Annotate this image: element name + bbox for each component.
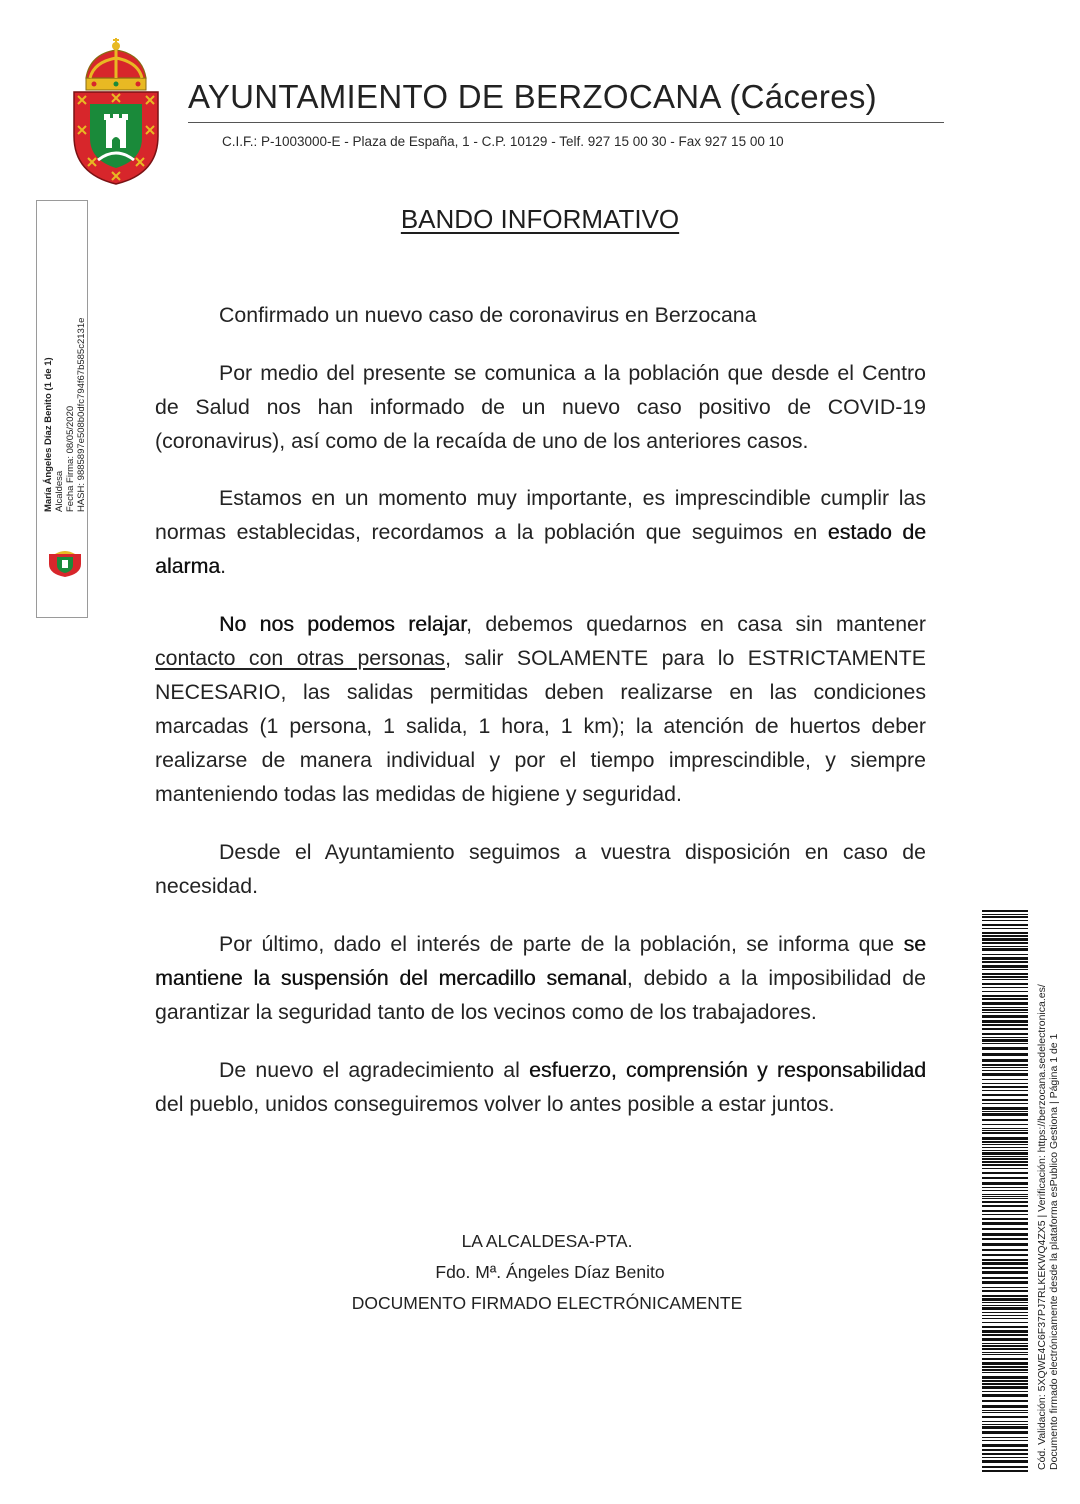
paragraph-4-underlined: contacto con otras personas [155,646,446,670]
barcode-bar [982,1267,1028,1269]
barcode-bar [982,1453,1028,1455]
barcode-bar [982,910,1028,912]
barcode-bar [982,1024,1028,1026]
barcode-bar [982,1437,1028,1438]
barcode-bar [982,938,1028,941]
barcode-bar [982,954,1028,955]
barcode-bar [982,1391,1028,1392]
barcode-bar [982,1277,1028,1279]
barcode-bar [982,1079,1028,1080]
barcode-bar [982,957,1028,960]
barcode-bar [982,1410,1028,1411]
barcode-bar [982,1187,1028,1188]
barcode-bar [982,1103,1028,1104]
signature-name: Fdo. Mª. Ángeles Díaz Benito [435,1262,665,1282]
barcode-bar [982,1094,1028,1096]
barcode-bar [982,1352,1028,1353]
barcode-bar [982,1228,1028,1230]
barcode-bar [982,1172,1028,1174]
header-divider [188,122,944,123]
barcode-bar [982,1302,1028,1303]
barcode-bar [982,1218,1028,1220]
barcode-bar [982,1412,1028,1413]
barcode-bar [982,1119,1028,1121]
barcode-bar [982,1400,1028,1402]
barcode-bar [982,1198,1028,1199]
barcode-bar [982,1259,1028,1261]
barcode-bar [982,1254,1028,1256]
barcode-bar [982,1007,1028,1008]
barcode-bar [982,1440,1028,1441]
barcode-bar [982,1366,1028,1368]
barcode-bar [982,961,1028,963]
barcode-bar [982,1470,1028,1472]
barcode-bar [982,979,1028,980]
barcode-bar [982,1358,1028,1360]
stamp-crest-icon [45,548,85,578]
barcode-bar [982,1334,1028,1336]
barcode-bar [982,928,1028,929]
stamp-signer: María Ángeles Díaz Benito (1 de 1) [43,357,54,512]
barcode-bar [982,1113,1028,1116]
barcode-bar [982,920,1028,921]
barcode-bar [982,1152,1028,1155]
barcode-bar [982,1416,1028,1418]
barcode-bar [982,1009,1028,1011]
barcode-bar [982,1343,1028,1344]
barcode-bar [982,1210,1028,1212]
barcode-bar [982,1015,1028,1018]
barcode-bar [982,1141,1028,1143]
barcode-bar [982,1064,1028,1066]
barcode-bar [982,935,1028,937]
barcode-bar [982,1128,1028,1129]
barcode-bar [982,1028,1028,1030]
barcode-bar [982,1383,1028,1385]
paragraph-1: Confirmado un nuevo caso de coronavirus en Berzocana [219,303,757,327]
paragraph-6-text: Por último, dado el interés de parte de la población, se informa que [219,932,904,956]
stamp-date: Fecha Firma: 08/05/2020 [65,405,76,512]
barcode-bar [982,1249,1028,1251]
barcode-bar [982,1307,1028,1310]
barcode-bar [982,976,1028,978]
barcode-bar [982,1421,1028,1422]
barcode-bar [982,1194,1028,1195]
barcode-bar [982,1315,1028,1316]
barcode-bar [982,1330,1028,1333]
barcode-bar [982,1205,1028,1207]
barcode-bar [982,1457,1028,1458]
barcode-bar [982,1130,1028,1131]
barcode-bar [982,1298,1028,1301]
barcode-bar [982,1426,1028,1429]
barcode-bar [982,1318,1028,1319]
paragraph-4-emphasis: No nos podemos relajar [219,612,467,636]
barcode-bar [982,1233,1028,1236]
barcode-bar [982,1039,1028,1042]
barcode-bar [982,1033,1028,1035]
paragraph-7-text: De nuevo el agradecimiento al [219,1058,530,1082]
barcode-bar [982,1322,1028,1323]
barcode-bar [982,1150,1028,1151]
paragraph-3-emphasis: estado de alarma [155,520,926,578]
stamp-hash: HASH: 9885897e508b0dfc794f67b585c2131e [76,317,87,512]
barcode-bar [982,1196,1028,1197]
barcode-bar [982,1090,1028,1091]
barcode-bar [982,1386,1028,1389]
barcode-bar [982,1107,1028,1110]
document-title [0,204,1080,235]
barcode-bar [982,1424,1028,1425]
signature-title: LA ALCALDESA-PTA. [461,1231,633,1251]
barcode-bar [982,1271,1028,1274]
barcode-bar [982,1047,1028,1050]
barcode-bar [982,1222,1028,1225]
barcode-bar [982,932,1028,934]
barcode-bar [982,1182,1028,1185]
contact-info: C.I.F.: P-1003000-E - Plaza de España, 1 - C.P. 10129 - Telf. 927 15 00 30 - Fax 927 15 00 10 [222,134,784,149]
barcode-bar [982,1345,1028,1347]
barcode-bar [982,1043,1028,1044]
barcode-bar [982,1073,1028,1076]
barcode-bar [982,1002,1028,1005]
barcode-bar [982,1290,1028,1292]
paragraph-6 [155,927,926,1029]
stamp-role: Alcaldesa [54,470,65,512]
barcode-bar [982,1372,1028,1373]
paragraph-4 [155,607,926,811]
barcode-bar [982,1070,1028,1071]
barcode-bar [982,916,1028,918]
paragraph-7 [155,1053,926,1121]
barcode-bar [982,942,1028,944]
barcode-bar [982,1124,1028,1125]
barcode-bar [982,998,1028,1000]
barcode-bar [982,1431,1028,1434]
paragraph-5: Desde el Ayuntamiento seguimos a vuestra disposición en caso de necesidad. [155,840,926,898]
barcode-bar [982,1466,1028,1468]
barcode-bar [982,1020,1028,1023]
validation-text [1036,910,1060,1470]
signature-block [0,1226,1080,1319]
barcode-bar [982,924,1028,926]
barcode-bar [982,1053,1028,1056]
barcode-bar [982,969,1028,970]
paragraph-7-rest: del pueblo, unidos conseguiremos volver lo antes posible a estar juntos. [155,1092,835,1116]
organization-name: AYUNTAMIENTO DE BERZOCANA (Cáceres) [188,78,877,115]
signature-stamp-text [43,272,87,512]
barcode-bar [982,1376,1028,1379]
barcode-bar [982,1147,1028,1148]
barcode-bar [982,1190,1028,1191]
document-body [155,298,926,1144]
barcode-bar [982,1158,1028,1160]
barcode-bar [982,1326,1028,1328]
barcode-bar [982,1405,1028,1408]
paragraph-3-end: . [220,554,227,578]
barcode-bar [982,1012,1028,1013]
barcode-bar [982,983,1028,985]
paragraph-7-emphasis: esfuerzo, comprensión y responsabilidad [529,1058,926,1082]
barcode-bar [982,914,1028,915]
barcode-bar [982,1362,1028,1365]
barcode-bar [982,1067,1028,1068]
barcode-bar [982,948,1028,951]
coat-of-arms-icon [68,36,164,186]
barcode-bar [982,965,1028,968]
barcode-bar [982,1137,1028,1140]
barcode-bar [982,991,1028,992]
barcode-bar [982,1037,1028,1038]
validation-code: Cód. Validación: 5XQWE4C6F37PJ7RLKEKWQ4ZX5 | Verificación: https://berzocana.sedelectronica.es/ [1036,984,1048,1470]
barcode-bar [982,1144,1028,1145]
barcode-bar [982,1238,1028,1240]
barcode-bar [982,1380,1028,1382]
barcode-bar [982,1338,1028,1341]
barcode-bar [982,1295,1028,1297]
paragraph-2: Por medio del presente se comunica a la población que desde el Centro de Salud nos han informado de un nuevo caso positivo de COVID-19 (coronavirus), así como de la recaída de uno de los anteriores casos. [155,361,926,453]
barcode-bar [982,1164,1028,1166]
barcode-bar [982,1243,1028,1246]
barcode-bar [982,1287,1028,1288]
paragraph-3 [155,481,926,583]
barcode-bar [982,1354,1028,1355]
barcode-bar [982,1348,1028,1350]
paragraph-6-emphasis: se mantiene la suspensión del mercadillo semanal [155,932,926,990]
paragraph-4-rest: , salir SOLAMENTE para lo ESTRICTAMENTE NECESARIO, las salidas permitidas deben realizarse en las condiciones marcadas (1 persona, 1 salida, 1 hora, 1 km); la atención de huertos deber realizarse de manera individual y por el tiempo imprescindible, y siempre manteniendo todas las medidas de higiene y seguridad. [155,646,926,806]
barcode-bar [982,1086,1028,1088]
barcode-bar [982,1281,1028,1284]
barcode-bar [982,1444,1028,1447]
paragraph-6-rest: , debido a la imposibilidad de garantizar la seguridad tanto de los vecinos como de los trabajadores. [155,966,926,1024]
barcode-bar [982,1168,1028,1169]
barcode-bar [982,1460,1028,1463]
document-title-text: BANDO INFORMATIVO [400,204,680,234]
barcode-bar [982,1201,1028,1203]
paragraph-3-text: Estamos en un momento muy importante, es imprescindible cumplir las normas establecidas, recordamos a la población que seguimos en [155,486,926,544]
barcode-bar [982,987,1028,988]
paragraph-4-text: , debemos quedarnos en casa sin mantener [466,612,926,636]
barcode-bar [982,946,1028,947]
barcode-bar [982,1369,1028,1371]
barcode-bar [982,1312,1028,1313]
barcode-bar [982,1156,1028,1157]
barcode-bar [982,1262,1028,1265]
barcode-bar [982,1059,1028,1062]
barcode-bar [982,1394,1028,1397]
barcode-bar [982,1132,1028,1134]
barcode-bar [982,995,1028,997]
barcode-bar [982,1305,1028,1306]
barcode-bar [982,973,1028,975]
barcode-bar [982,1449,1028,1451]
validation-platform: Documento firmado electrónicamente desde la plataforma esPublico Gestiona | Página 1 de 1 [1048,1033,1060,1470]
barcode-bar [982,1177,1028,1179]
barcode-bar [982,1099,1028,1101]
barcode-bar [982,1111,1028,1112]
barcode-bar [982,1161,1028,1163]
barcode-bar [982,1214,1028,1215]
barcode-bar [982,1083,1028,1084]
validation-barcode-icon [982,910,1028,1474]
signature-note: DOCUMENTO FIRMADO ELECTRÓNICAMENTE [351,1293,743,1313]
